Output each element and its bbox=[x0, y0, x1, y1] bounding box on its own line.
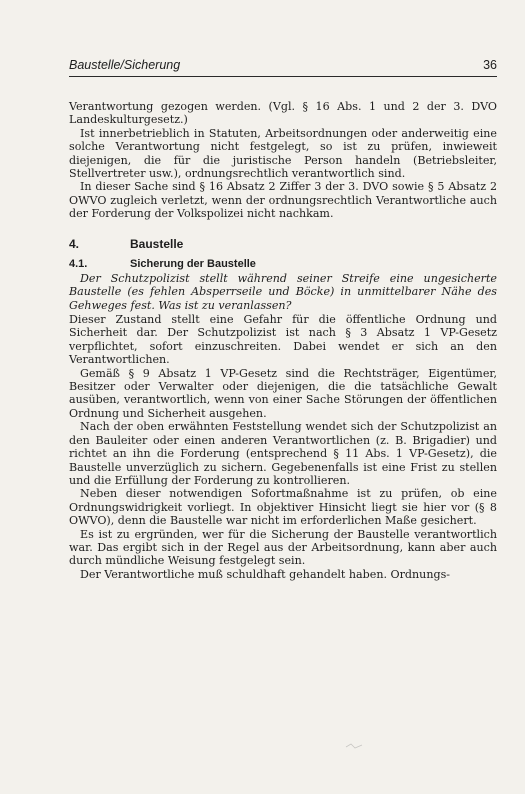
running-header-title: Baustelle/Sicherung bbox=[69, 58, 181, 72]
paragraph-continuation: Verantwortung gezogen werden. (Vgl. § 16 Abs. 1 und 2 der 3. DVO Landeskulturgesetz.) bbox=[69, 100, 497, 127]
section-heading bbox=[69, 235, 497, 253]
paragraph: In dieser Sache sind § 16 Absatz 2 Ziffer 3 der 3. DVO sowie § 5 Absatz 2 OWVO zugleich verletzt, wenn der ordnungsrechtlich Verantwortliche auch der Forderung der Volkspolizei nicht nachkam. bbox=[69, 180, 497, 221]
answer-paragraph: Neben dieser notwendigen Sofortmaßnahme ist zu prüfen, ob eine Ordnungswidrigkeit vorliegt. In objektiver Hinsicht liegt sie hier vor (§ 8 OWVO), denn die Baustelle war nicht im erforderlichen Maße gesichert. bbox=[69, 487, 497, 528]
subsection-heading bbox=[69, 256, 497, 272]
answer-paragraph: Es ist zu ergründen, wer für die Sicherung der Baustelle verantwortlich war. Das ergibt sich in der Regel aus der Arbeitsordnung, kann aber auch durch mündliche Weisung festgelegt sein. bbox=[69, 527, 497, 568]
answer-paragraph: Nach der oben erwähnten Feststellung wendet sich der Schutzpolizist an den Bauleiter oder einen anderen Verantwortlichen (z. B. Brigadier) und richtet an ihn die Forderung (entsprechend § 11 Abs. 1 VP-Gesetz), die Baustelle unverzüglich zu sichern. Gegebenenfalls ist eine Frist zu stellen und die Erfüllung der Forderung zu kontrollieren. bbox=[69, 420, 497, 487]
answer-paragraph: Gemäß § 9 Absatz 1 VP-Gesetz sind die Rechtsträger, Eigentümer, Besitzer oder Verwalter oder diejenigen, die die tatsächliche Gewalt ausüben, verantwortlich, wenn von einer Sache Störungen der öffentlichen Ordnung und Sicherheit ausgehen. bbox=[69, 366, 497, 420]
section-title: Baustelle bbox=[130, 236, 184, 251]
paragraph: Ist innerbetrieblich in Statuten, Arbeitsordnungen oder anderweitig eine solche Verantwortung nicht festgelegt, so ist zu prüfen, inwieweit diejenigen, die für die juristische Person handeln (Betriebsleiter, Stellvertreter usw.), ordnungsrechtlich verantwortlich sind. bbox=[69, 126, 497, 181]
answer-paragraph: Der Verantwortliche muß schuldhaft gehandelt haben. Ordnungs- bbox=[80, 567, 451, 581]
subsection-title: Sicherung der Baustelle bbox=[130, 257, 256, 270]
answer-paragraph: Dieser Zustand stellt eine Gefahr für die öffentliche Ordnung und Sicherheit dar. Der Schutzpolizist ist nach § 3 Absatz 1 VP-Gesetz verpflichtet, sofort einzuschreiten. Dabei wendet er sich an den Verantwortlichen. bbox=[69, 313, 497, 367]
section-number: 4. bbox=[69, 236, 80, 251]
scan-speck bbox=[345, 742, 363, 752]
body-text bbox=[69, 100, 497, 581]
page-number: 36 bbox=[483, 58, 497, 72]
running-header bbox=[69, 52, 497, 77]
subsection-number: 4.1. bbox=[69, 257, 88, 270]
case-description: Der Schutzpolizist stellt während seiner Streife eine ungesicherte Baustelle (es fehlen Absperrseile und Böcke) in unmittelbarer Nähe des Gehweges fest. Was ist zu veranlassen? bbox=[69, 271, 497, 313]
